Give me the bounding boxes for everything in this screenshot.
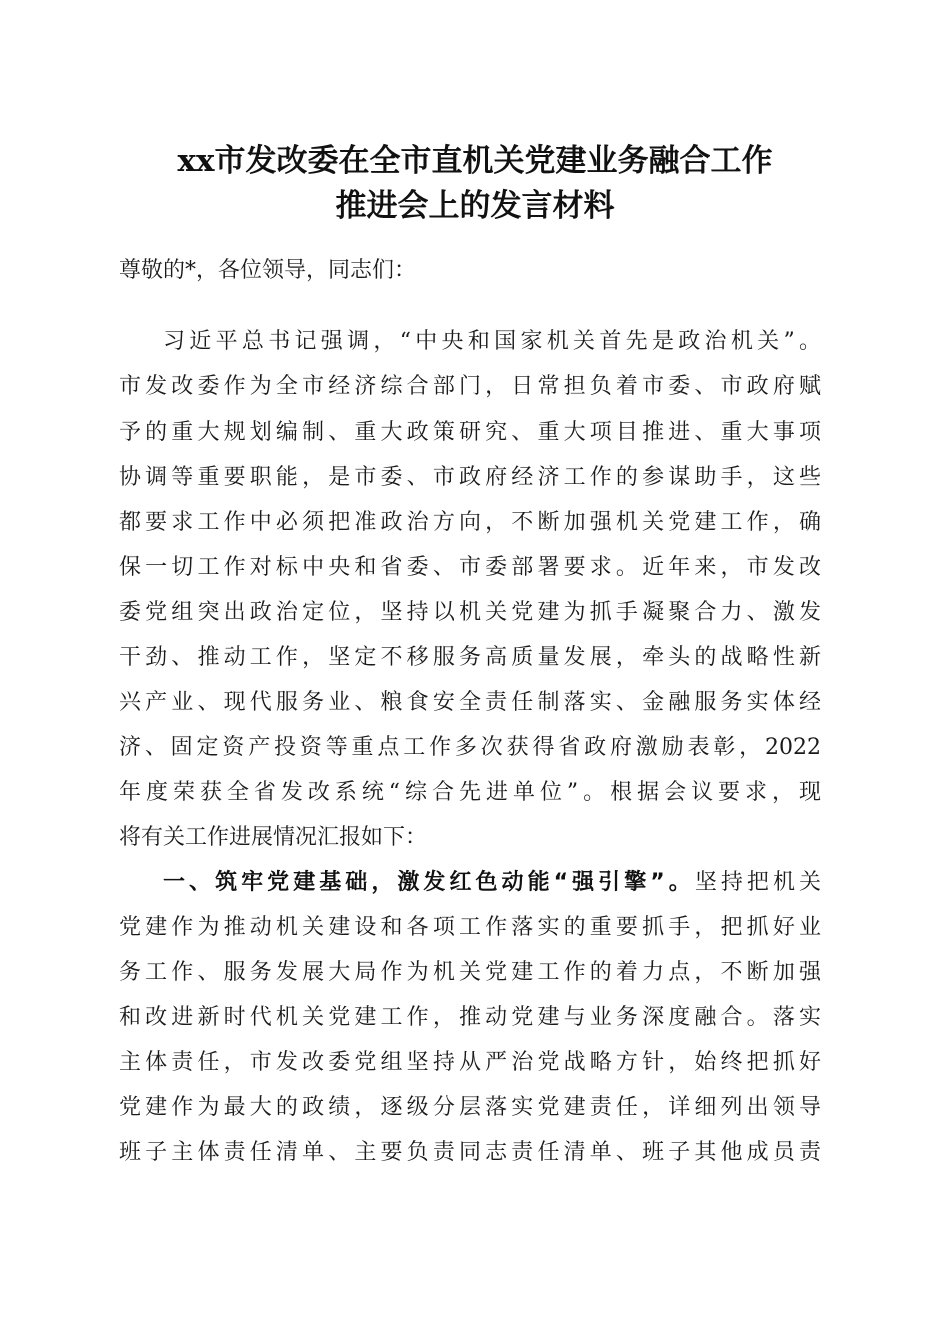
- paragraph-line: 市发改委作为全市经济综合部门，日常担负着市委、市政府赋: [119, 374, 821, 399]
- document-title-line-2: 推进会上的发言材料: [335, 188, 615, 224]
- salutation: 尊敬的*，各位领导，同志们：: [119, 258, 417, 283]
- paragraph-line: 党建作为最大的政绩，逐级分层落实党建责任，详细列出领导: [119, 1095, 821, 1120]
- section-1-first-line: [163, 868, 821, 898]
- paragraph-line: 主体责任，市发改委党组坚持从严治党战略方针，始终把抓好: [119, 1050, 821, 1075]
- paragraph-line: 务工作、服务发展大局作为机关党建工作的着力点，不断加强: [119, 960, 821, 985]
- paragraph-line: 协调等重要职能，是市委、市政府经济工作的参谋助手，这些: [119, 465, 821, 490]
- section-1-first-line-text: 坚持把机关: [694, 870, 821, 895]
- paragraph-line: 干劲、推动工作，坚定不移服务高质量发展，牵头的战略性新: [119, 645, 821, 670]
- paragraph-line: 兴产业、现代服务业、粮食安全责任制落实、金融服务实体经: [119, 690, 821, 715]
- paragraph-line: 班子主体责任清单、主要负责同志责任清单、班子其他成员责: [119, 1140, 821, 1165]
- paragraph-line: 将有关工作进展情况汇报如下：: [119, 825, 428, 850]
- paragraph-line: 予的重大规划编制、重大政策研究、重大项目推进、重大事项: [119, 420, 821, 445]
- section-1-heading: 一、筑牢党建基础，激发红色动能“强引擎”。: [163, 870, 695, 895]
- document-title-line-1: xx市发改委在全市直机关党建业务融合工作: [177, 143, 773, 179]
- paragraph-line: 委党组突出政治定位，坚持以机关党建为抓手凝聚合力、激发: [119, 600, 821, 625]
- paragraph-line: 济、固定资产投资等重点工作多次获得省政府激励表彰，2022: [119, 735, 821, 760]
- paragraph-line: 和改进新时代机关党建工作，推动党建与业务深度融合。落实: [119, 1005, 821, 1030]
- paragraph-line: 年度荣获全省发改系统“综合先进单位”。根据会议要求，现: [119, 780, 821, 805]
- paragraph-line: 都要求工作中必须把准政治方向，不断加强机关党建工作，确: [119, 510, 821, 535]
- paragraph-line: 保一切工作对标中央和省委、市委部署要求。近年来，市发改: [119, 555, 821, 580]
- paragraph-line: 习近平总书记强调，“中央和国家机关首先是政治机关”。: [163, 329, 821, 354]
- paragraph-line: 党建作为推动机关建设和各项工作落实的重要抓手，把抓好业: [119, 915, 821, 940]
